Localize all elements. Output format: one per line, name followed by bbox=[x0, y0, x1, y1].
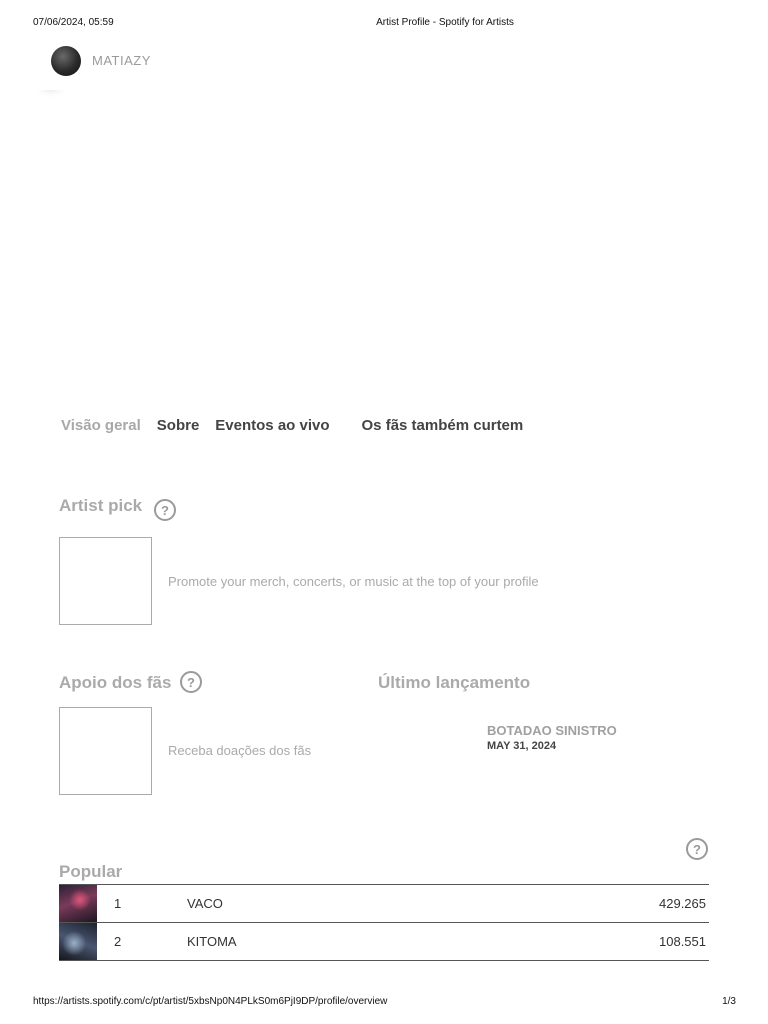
print-page-number: 1/3 bbox=[722, 996, 736, 1007]
track-play-count: 429.265 bbox=[659, 896, 706, 911]
track-artwork bbox=[59, 923, 97, 960]
fan-support-prompt[interactable]: Receba doações dos fãs bbox=[168, 743, 312, 758]
track-rank: 2 bbox=[114, 934, 122, 949]
artist-pick-prompt[interactable]: Promote your merch, concerts, or music at the top of your profile bbox=[168, 574, 539, 589]
print-url: https://artists.spotify.com/c/pt/artist/5xbsNp0N4PLkS0m6PjI9DP/profile/overview bbox=[33, 996, 388, 1007]
fan-support-image-placeholder[interactable] bbox=[59, 707, 152, 795]
popular-tracks-table bbox=[59, 884, 709, 961]
artist-avatar[interactable] bbox=[51, 46, 81, 76]
fan-support-help-icon[interactable]: ? bbox=[180, 671, 202, 693]
track-name: VACO bbox=[187, 896, 223, 911]
track-artwork bbox=[59, 885, 97, 922]
tab-fans-also-like[interactable]: Os fãs também curtem bbox=[361, 417, 524, 434]
artist-pick-title: Artist pick bbox=[59, 496, 143, 515]
tab-about[interactable]: Sobre bbox=[156, 417, 200, 434]
print-page-title: Artist Profile - Spotify for Artists bbox=[376, 17, 514, 28]
track-name: KITOMA bbox=[187, 934, 237, 949]
track-rank: 1 bbox=[114, 896, 122, 911]
fan-support-title: Apoio dos fãs bbox=[59, 673, 172, 692]
artist-pick-image-placeholder[interactable] bbox=[59, 537, 152, 625]
print-datetime: 07/06/2024, 05:59 bbox=[33, 17, 114, 28]
popular-title: Popular bbox=[59, 862, 123, 881]
artist-name: MATIAZY bbox=[92, 53, 151, 68]
latest-release-name[interactable]: BOTADAO SINISTRO bbox=[487, 723, 617, 738]
tab-overview[interactable]: Visão geral bbox=[61, 417, 141, 434]
latest-release-date: MAY 31, 2024 bbox=[487, 740, 557, 752]
artist-pick-help-icon[interactable]: ? bbox=[154, 499, 176, 521]
profile-tabs bbox=[61, 417, 539, 434]
popular-help-icon[interactable]: ? bbox=[686, 838, 708, 860]
table-row[interactable] bbox=[59, 884, 709, 922]
tab-live-events[interactable]: Eventos ao vivo bbox=[215, 417, 330, 434]
track-play-count: 108.551 bbox=[659, 934, 706, 949]
latest-release-title: Último lançamento bbox=[378, 673, 531, 692]
table-row[interactable] bbox=[59, 922, 709, 961]
